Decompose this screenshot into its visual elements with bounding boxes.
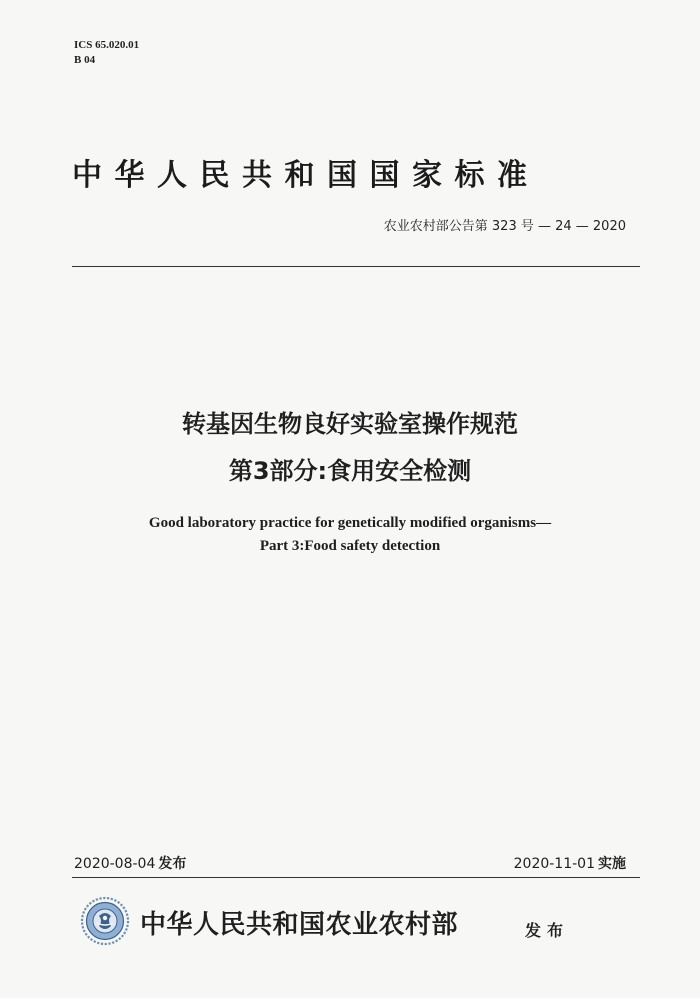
chinese-title-line-2: 第3部分:食用安全检测 (228, 457, 472, 485)
ics-code: ICS 65.020.01 (74, 39, 140, 51)
bottom-divider (72, 877, 640, 878)
issue-date-value: 2020-08-04 (74, 856, 156, 872)
implement-date-value: 2020-11-01 (513, 856, 595, 872)
standard-number: 农业农村部公告第 323 号 — 24 — 2020 (383, 219, 626, 234)
issue-date (74, 853, 186, 873)
implement-date (514, 853, 626, 873)
classification-codes (74, 38, 139, 68)
chinese-title-line-1: 转基因生物良好实验室操作规范 (182, 410, 518, 438)
top-divider (72, 266, 640, 267)
publisher-name: 中华人民共和国农业农村部 (140, 910, 459, 940)
ministry-emblem-icon (80, 896, 130, 946)
standard-category-title: 中华人民共和国国家标准 (72, 158, 540, 193)
publisher-suffix: 发布 (525, 921, 570, 940)
issue-date-label: 发布 (158, 856, 187, 872)
english-title-line-2: Part 3:Food safety detection (259, 538, 441, 554)
english-title-line-1: Good laboratory practice for genetically modified organisms— (148, 515, 552, 531)
ccs-code: B 04 (74, 54, 96, 66)
implement-date-label: 实施 (598, 856, 626, 872)
